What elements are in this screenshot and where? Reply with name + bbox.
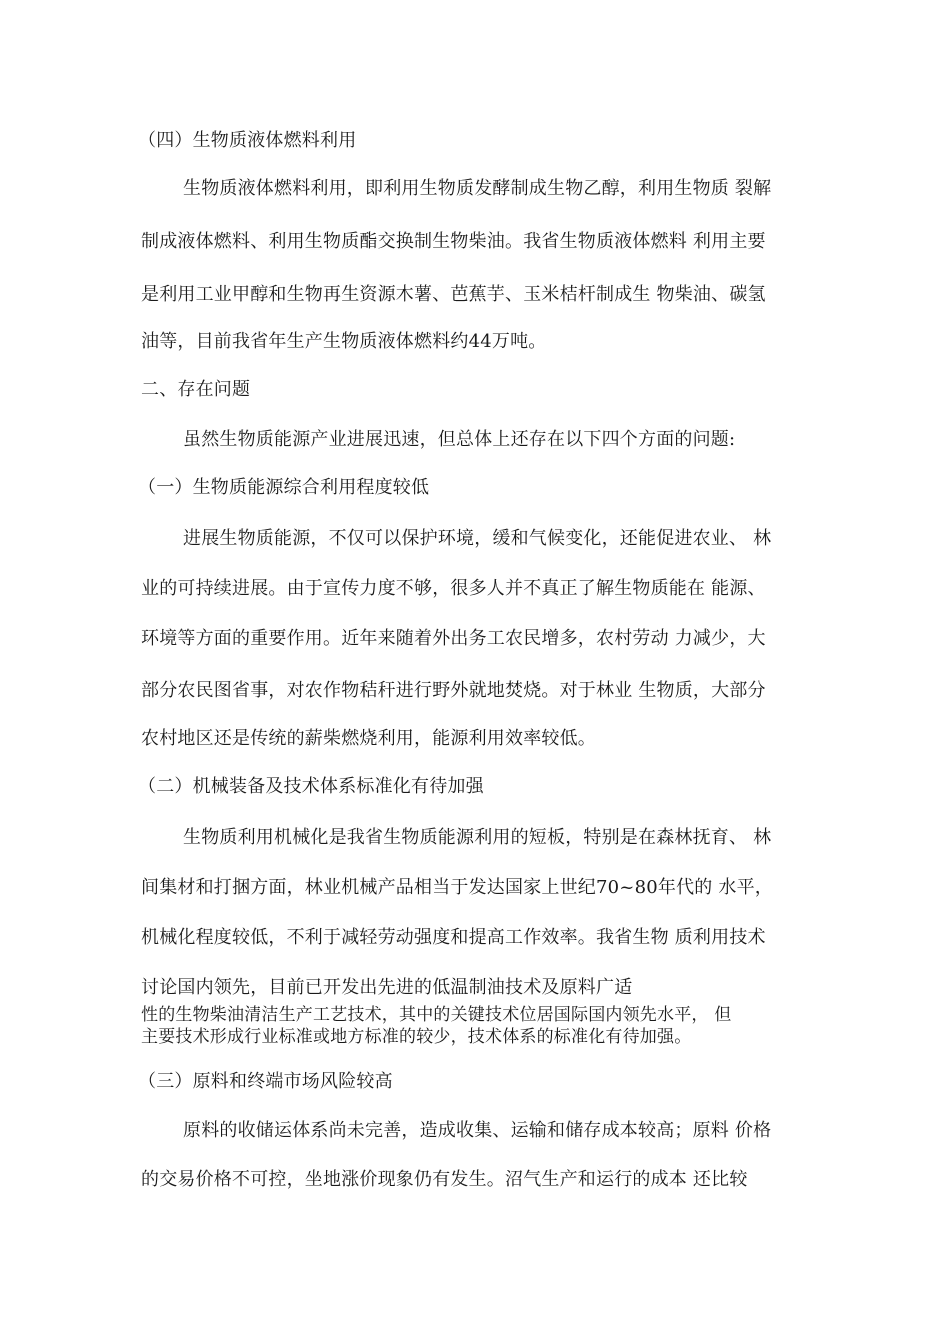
paragraph-line: 性的生物柴油清洁生产工艺技术，其中的关键技术位居国际国内领先水平， 但 — [141, 1005, 732, 1025]
paragraph-line: 部分农民图省事，对农作物秸秆进行野外就地焚烧。对于林业 生物质，大部分 — [141, 680, 766, 701]
paragraph-line: 生物质利用机械化是我省生物质能源利用的短板，特别是在森林抚育、 林 — [183, 827, 772, 848]
section-heading-3: （三）原料和终端市场风险较高 — [138, 1071, 393, 1092]
paragraph-line: 环境等方面的重要作用。近年来随着外出务工农民增多，农村劳动 力减少，大 — [141, 628, 766, 649]
section-heading-4: （四）生物质液体燃料利用 — [138, 130, 357, 151]
paragraph-line: 讨论国内领先，目前已开发出先进的低温制油技术及原料广适 — [141, 977, 633, 998]
paragraph-line: 原料的收储运体系尚未完善，造成收集、运输和储存成本较高；原料 价格 — [183, 1120, 772, 1141]
paragraph-line: 制成液体燃料、利用生物质酯交换制生物柴油。我省生物质液体燃料 利用主要 — [141, 231, 766, 252]
paragraph-line: 业的可持续进展。由于宣传力度不够，很多人并不真正了解生物质能在 能源、 — [141, 578, 766, 599]
paragraph-line: 油等，目前我省年生产生物质液体燃料约44万吨。 — [141, 331, 547, 352]
paragraph-line: 的交易价格不可控，坐地涨价现象仍有发生。沼气生产和运行的成本 还比较 — [141, 1169, 748, 1190]
section-heading-2: （二）机械装备及技术体系标准化有待加强 — [138, 776, 484, 797]
paragraph-line: 生物质液体燃料利用，即利用生物质发酵制成生物乙醇，利用生物质 裂解 — [183, 178, 772, 199]
paragraph-line: 虽然生物质能源产业进展迅速，但总体上还存在以下四个方面的问题: — [183, 429, 736, 450]
paragraph-line: 主要技术形成行业标准或地方标准的较少，技术体系的标准化有待加强。 — [141, 1027, 692, 1047]
part-heading: 二、存在问题 — [141, 379, 251, 400]
section-heading-1: （一）生物质能源综合利用程度较低 — [138, 477, 430, 498]
paragraph-line: 间集材和打捆方面，林业机械产品相当于发达国家上世纪70~80年代的 水平， — [141, 877, 774, 898]
paragraph-line: 机械化程度较低，不利于减轻劳动强度和提高工作效率。我省生物 质利用技术 — [141, 927, 766, 948]
paragraph-line: 是利用工业甲醇和生物再生资源木薯、芭蕉芋、玉米桔杆制成生 物柴油、碳氢 — [141, 284, 766, 305]
paragraph-line: 农村地区还是传统的薪柴燃烧利用，能源利用效率较低。 — [141, 728, 596, 749]
paragraph-line: 进展生物质能源，不仅可以保护环境，缓和气候变化，还能促进农业、 林 — [183, 528, 772, 549]
